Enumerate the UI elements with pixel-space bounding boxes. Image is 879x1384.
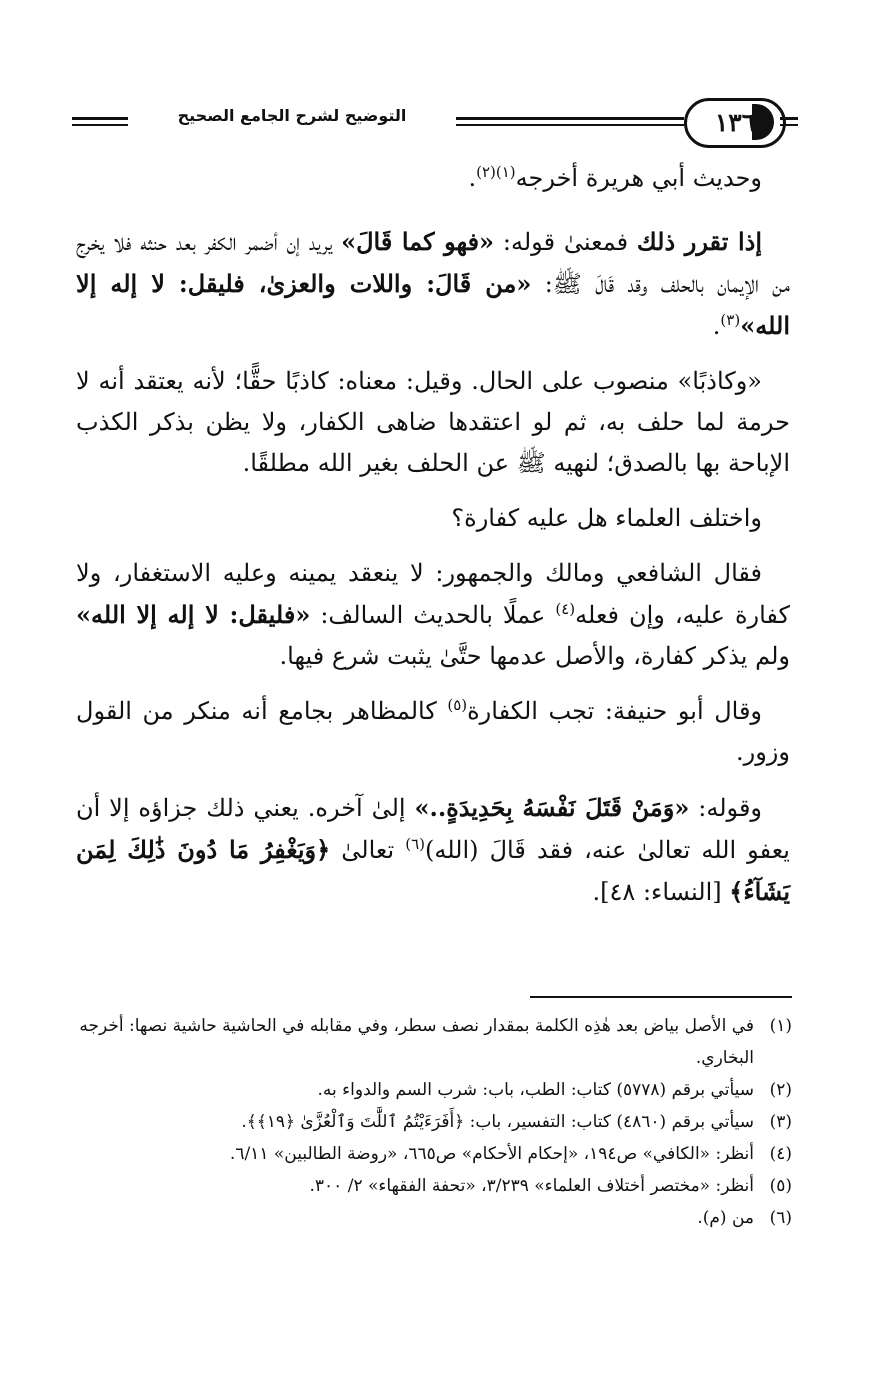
footnote-text: أنظر: «مختصر أختلاف العلماء» ٣/٢٣٩، «تحفة الفقهاء» ٢/ ٣٠٠.: [309, 1176, 754, 1196]
paragraph-4: واختلف العلماء هل عليه كفارة؟: [451, 504, 762, 532]
p2-quote-1: «فهو كما قَالَ»: [341, 227, 495, 256]
paragraph-6: [76, 691, 790, 773]
footnote-text: سيأتي برقم (٥٧٧٨) كتاب: الطب، باب: شرب السم والدواء به.: [317, 1080, 754, 1100]
p7-text-a: وقوله:: [689, 794, 763, 822]
p2-text-b: يريد إن أضمر الكفر بعد حنثه فلا يخرج من الإيمان بالحلف وقد قَالَ ﷺ:: [76, 228, 791, 298]
footnote-number: (٥): [769, 1176, 792, 1196]
footnote-ref-6: (٦): [405, 835, 425, 853]
running-title: التوضيح لشرح الجامع الصحيح: [177, 106, 407, 125]
footnote-3: [76, 1106, 792, 1138]
p5-text-b: عملًا بالحديث السالف:: [310, 601, 556, 629]
footnote-ref-1-2: (١)(٢): [476, 163, 516, 181]
footnote-1: [76, 1010, 792, 1074]
p7-text-c: تعالىٰ: [330, 836, 406, 864]
footnote-text: أنظر: «الكافي» ص١٩٤، «إحكام الأحكام» ص٦٦٥، «روضة الطالبين» ٦/١١.: [229, 1144, 754, 1164]
footnote-number: (٢): [769, 1080, 792, 1100]
header-rule-middle: [456, 117, 684, 120]
p1-text: وحديث أبي هريرة أخرجه: [515, 164, 762, 192]
p2-text-a: فمعنىٰ قوله:: [494, 228, 637, 256]
footnote-6: [76, 1202, 792, 1234]
footnote-number: (٣): [769, 1112, 792, 1132]
header-rule-right-thin: [780, 124, 798, 126]
footnote-text: من (م).: [697, 1208, 754, 1228]
footnote-ref-5: (٥): [447, 696, 468, 714]
footnote-number: (٦): [769, 1208, 792, 1228]
paragraph-5: [76, 553, 790, 677]
footnote-number: (١): [769, 1016, 792, 1036]
header-rule-right: [780, 117, 798, 120]
p2-hadith-quote: «من قَالَ: واللات والعزىٰ، فليقل: لا إله إلا الله»: [76, 269, 790, 340]
p5-text-c: ولم يذكر كفارة، والأصل عدمها حتَّىٰ يثبت شرع فيها.: [279, 642, 790, 670]
footnote-text: سيأتي برقم (٤٨٦٠) كتاب: التفسير، باب: ﴿أَفَرَءَيْتُمُ ٱللَّٰتَ وَٱلْعُزَّىٰ ﴿١٩﴾﴾.: [241, 1112, 754, 1132]
footnote-5: [76, 1170, 792, 1202]
header-rule-left: [72, 117, 128, 120]
footnote-number: (٤): [769, 1144, 792, 1164]
verse-citation: [النساء: ٤٨].: [592, 878, 730, 906]
main-text: [76, 158, 790, 927]
paragraph-7: [76, 787, 790, 913]
p2-end: .: [712, 312, 721, 340]
p2-lead: إذا تقرر ذلك: [636, 227, 762, 256]
footnote-separator: [530, 996, 792, 998]
p7-text-b: إلىٰ آخره. يعني ذلك جزاؤه إلا أن يعفو الله تعالىٰ عنه، فقد قَالَ (الله): [76, 794, 790, 864]
footnote-4: [76, 1138, 792, 1170]
running-header: [72, 98, 798, 150]
header-rule-left-thin: [72, 124, 128, 126]
footnote-2: [76, 1074, 792, 1106]
footnote-ref-4: (٤): [555, 600, 576, 618]
paragraph-2: [76, 221, 790, 347]
paragraph-3: «وكاذبًا» منصوب على الحال. وقيل: معناه: كاذبًا حقًّا؛ لأنه يعتقد أنه لا حرمة لما حلف به، ثم لو اعتقدها ضاهى الكفار، ولا يظن بذكر الكذب الإباحة بها بالصدق؛ لنهيه ﷺ عن الحلف بغير الله مطلقًا.: [76, 367, 790, 477]
p6-text-b: كالمظاهر بجامع أنه منكر من القول وزور.: [76, 697, 790, 766]
footnote-ref-3: (٣): [720, 311, 741, 329]
p5-text-a: فقال الشافعي ومالك والجمهور: لا ينعقد يمينه وعليه الاستغفار، ولا كفارة عليه، وإن فعله: [76, 559, 790, 629]
p6-text-a: وقال أبو حنيفة: تجب الكفارة: [467, 697, 762, 725]
paragraph-1: [76, 158, 790, 199]
p7-hadith-quote: «وَمَنْ قَتَلَ نَفْسَهُ بِحَدِيدَةٍ..»: [414, 793, 690, 822]
p5-hadith-quote: «فليقل: لا إله إلا الله»: [76, 600, 311, 629]
page-number: ١٣٦: [684, 98, 786, 148]
footnotes: [76, 1010, 792, 1234]
header-rule-middle-thin: [456, 124, 684, 126]
p1-end: .: [468, 164, 477, 192]
quran-verse: ﴿وَيَغْفِرُ مَا دُونَ ذَٰلِكَ لِمَن يَشَآءُ﴾: [76, 835, 790, 906]
footnote-text: في الأصل بياض بعد هٰذِه الكلمة بمقدار نصف سطر، وفي مقابله في الحاشية حاشية نصها: أخرجه البخاري.: [79, 1016, 754, 1068]
